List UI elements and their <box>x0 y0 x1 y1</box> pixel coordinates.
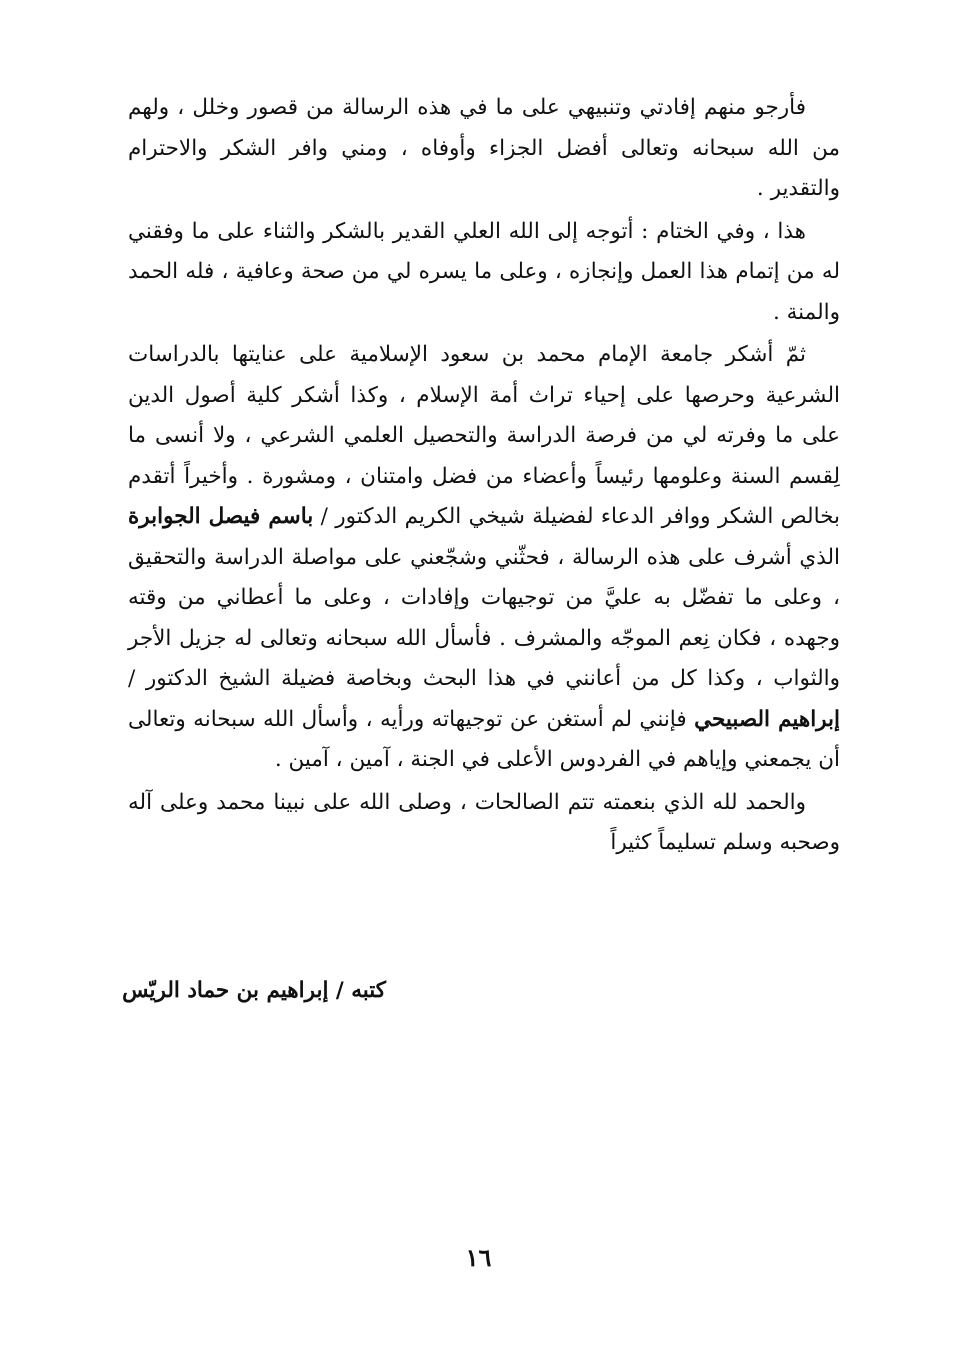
paragraph-text: الذي أشرف على هذه الرسالة ، فحثّني وشجّعني على مواصلة الدراسة والتحقيق ، وعلى ما تفضّل به عليَّ من توجيهات وإفادات ، وعلى ما أعطاني من وقته وجهده ، فكان نِعم الموجّه والمشرف . فأسأل الله سبحانه وتعالى له جزيل الأجر والثواب ، وكذا كل من أعانني في هذا البحث وبخاصة فضيلة الشيخ الدكتور / <box>128 544 840 691</box>
page-number: ١٦ <box>465 1243 492 1272</box>
paragraph-final-praise <box>128 783 840 864</box>
supervisor-name: باسم فيصل الجوابرة <box>128 504 314 529</box>
paragraph-text: فأرجو منهم إفادتي وتنبيهي على ما في هذه الرسالة من قصور وخلل ، ولهم من الله سبحانه وتعالى أفضل الجزاء وأوفاه ، ومني وافر الشكر والاحترام والتقدير . <box>128 95 840 201</box>
paragraph-request-feedback <box>128 88 840 210</box>
paragraph-text: هذا ، وفي الختام : أتوجه إلى الله العلي القدير بالشكر والثناء على ما وفقني له من إتمام هذا العمل وإنجازه ، وعلى ما يسره لي من صحة وعافية ، فله الحمد والمنة . <box>128 218 840 325</box>
paragraph-closing-thanks <box>128 212 840 334</box>
advisor-name: إبراهيم الصبيحي <box>694 706 841 732</box>
paragraph-text: والحمد لله الذي بنعمته تتم الصالحات ، وصلى الله على نبينا محمد وعلى آله وصحبه وسلم تسليماً كثيراً <box>128 789 840 855</box>
paragraph-text: ثمّ أشكر جامعة الإمام محمد بن سعود الإسلامية على عنايتها بالدراسات الشرعية وحرصها على إحياء تراث أمة الإسلام ، وكذا أشكر كلية أصول الدين على ما وفرته لي من فرصة الدراسة والتحصيل العلمي الشرعي ، ولا أنسى ما لِقسم السنة وعلومها رئيساً وأعضاء من فضل وامتنان ، ومشورة . وأخيراً أتقدم بخالص الشكر ووافر الدعاء لفضيلة شيخي الكريم الدكتور / <box>128 342 840 529</box>
paragraph-text: فإنني لم أستغن عن توجيهاته ورأيه ، وأسأل الله سبحانه وتعالى أن يجمعني وإياهم في الفردوس الأعلى في الجنة ، آمين ، آمين . <box>128 706 840 772</box>
paragraph-acknowledgements <box>128 335 840 781</box>
body-text <box>128 88 840 866</box>
author-signature: كتبه / إبراهيم بن حماد الريّس <box>122 978 386 1003</box>
